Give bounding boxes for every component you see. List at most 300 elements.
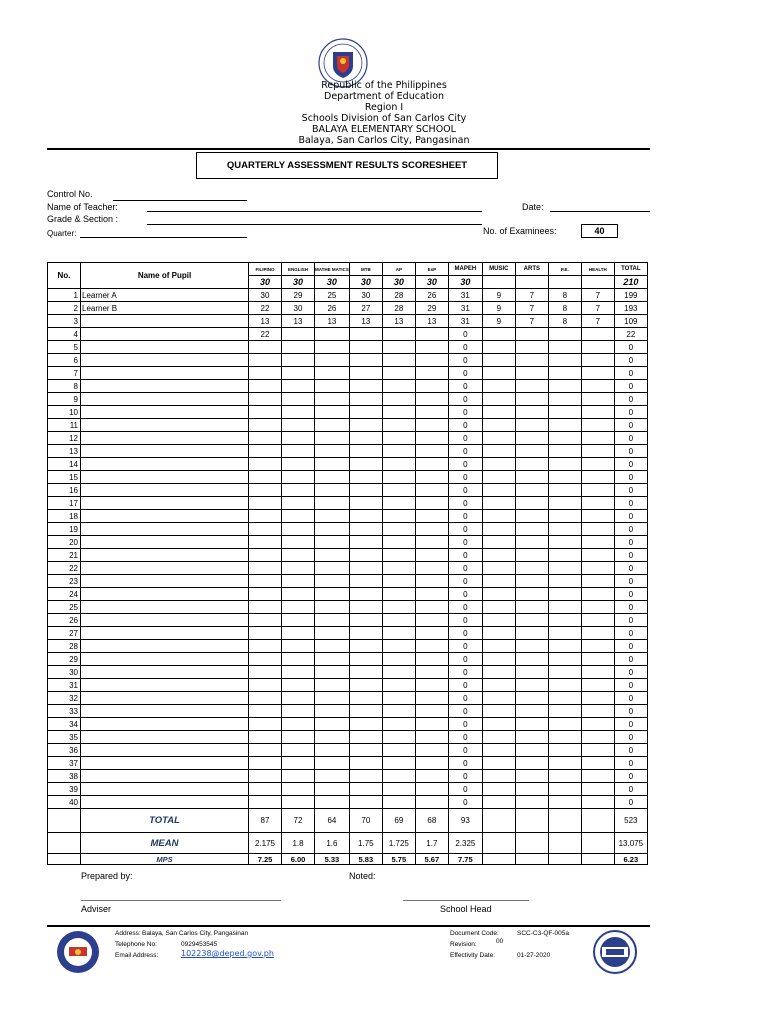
score-cell [482, 731, 515, 744]
score-cell [415, 705, 448, 718]
score-cell [548, 523, 581, 536]
noted-label: Noted: [349, 871, 376, 881]
score-cell: 9 [482, 289, 515, 302]
score-cell [249, 562, 282, 575]
row-number: 23 [48, 575, 81, 588]
score-cell [482, 705, 515, 718]
score-cell [548, 367, 581, 380]
score-cell [315, 757, 350, 770]
score-cell [581, 471, 614, 484]
score-cell: 0 [614, 419, 647, 432]
score-cell [249, 601, 282, 614]
row-number: 10 [48, 406, 81, 419]
score-cell [315, 601, 350, 614]
score-cell: 26 [415, 289, 448, 302]
score-cell [482, 562, 515, 575]
row-number: 28 [48, 640, 81, 653]
score-cell [349, 380, 382, 393]
score-cell: 0 [448, 627, 482, 640]
score-cell [548, 328, 581, 341]
score-cell [548, 419, 581, 432]
pupil-name [81, 354, 249, 367]
table-row [48, 406, 648, 419]
score-cell [249, 523, 282, 536]
pupil-name [81, 679, 249, 692]
score-cell [349, 575, 382, 588]
score-cell [382, 328, 415, 341]
header-line: Balaya, San Carlos City, Pangasinan [298, 135, 470, 146]
score-cell [349, 770, 382, 783]
score-cell [282, 523, 315, 536]
score-cell [249, 770, 282, 783]
score-cell [349, 354, 382, 367]
score-cell: 25 [315, 289, 350, 302]
score-cell [581, 653, 614, 666]
score-cell [548, 757, 581, 770]
score-cell [548, 653, 581, 666]
score-cell [249, 536, 282, 549]
score-cell [482, 575, 515, 588]
score-cell [349, 601, 382, 614]
pupil-name: Learner A [81, 289, 249, 302]
mean-row-value [515, 833, 548, 854]
score-cell [482, 523, 515, 536]
score-cell: 0 [448, 445, 482, 458]
score-cell [581, 419, 614, 432]
score-cell [482, 484, 515, 497]
pupil-name [81, 523, 249, 536]
score-cell [515, 731, 548, 744]
score-cell [315, 419, 350, 432]
score-cell [548, 432, 581, 445]
mps-row-value: 5.83 [349, 854, 382, 865]
score-cell [315, 393, 350, 406]
score-cell [382, 562, 415, 575]
header-line: Department of Education [324, 91, 444, 102]
teacher-label: Name of Teacher: [47, 202, 118, 212]
score-cell [315, 575, 350, 588]
score-cell [349, 653, 382, 666]
score-cell [349, 484, 382, 497]
row-number: 12 [48, 432, 81, 445]
score-cell [249, 731, 282, 744]
score-cell [349, 497, 382, 510]
score-cell [515, 653, 548, 666]
score-cell [548, 341, 581, 354]
score-cell: 0 [448, 536, 482, 549]
grade-section-field[interactable] [147, 224, 482, 225]
score-cell: 0 [614, 523, 647, 536]
score-cell [415, 692, 448, 705]
score-cell [282, 601, 315, 614]
score-cell [382, 471, 415, 484]
score-cell [315, 471, 350, 484]
score-cell [515, 796, 548, 809]
score-cell [282, 432, 315, 445]
total-row-label: TOTAL [81, 809, 249, 833]
score-cell: 0 [448, 757, 482, 770]
score-cell [349, 458, 382, 471]
summary-spacer [48, 833, 81, 854]
score-cell: 0 [614, 744, 647, 757]
score-cell [581, 536, 614, 549]
score-cell: 0 [614, 718, 647, 731]
header-line: BALAYA ELEMENTARY SCHOOL [312, 124, 456, 135]
score-cell [548, 380, 581, 393]
score-cell [315, 523, 350, 536]
score-cell [282, 354, 315, 367]
score-cell [349, 705, 382, 718]
score-cell [415, 510, 448, 523]
score-cell [282, 562, 315, 575]
score-cell [315, 367, 350, 380]
score-cell [349, 679, 382, 692]
score-cell [515, 744, 548, 757]
header-line: Republic of the Philippines [321, 80, 447, 91]
mean-row-value: 13.075 [614, 833, 647, 854]
score-cell: 0 [614, 380, 647, 393]
score-cell [415, 627, 448, 640]
row-number: 8 [48, 380, 81, 393]
score-cell [315, 783, 350, 796]
pupil-name [81, 783, 249, 796]
score-cell: 0 [448, 679, 482, 692]
score-cell: 0 [448, 692, 482, 705]
score-cell [581, 510, 614, 523]
total-row-value: 68 [415, 809, 448, 833]
score-cell [415, 614, 448, 627]
score-cell [548, 640, 581, 653]
score-cell [548, 562, 581, 575]
score-cell [349, 341, 382, 354]
score-cell [249, 367, 282, 380]
score-cell: 0 [448, 640, 482, 653]
score-cell [282, 367, 315, 380]
score-cell: 0 [448, 380, 482, 393]
table-row [48, 601, 648, 614]
score-cell: 0 [448, 744, 482, 757]
score-cell: 0 [614, 679, 647, 692]
score-cell: 0 [614, 601, 647, 614]
score-cell: 0 [614, 510, 647, 523]
score-cell [548, 666, 581, 679]
score-cell [548, 588, 581, 601]
score-cell: 0 [614, 705, 647, 718]
row-number: 15 [48, 471, 81, 484]
score-cell [382, 406, 415, 419]
score-cell [581, 705, 614, 718]
pupil-name [81, 510, 249, 523]
score-cell [415, 458, 448, 471]
score-cell: 13 [282, 315, 315, 328]
score-cell [415, 562, 448, 575]
score-cell: 28 [382, 302, 415, 315]
score-cell: 0 [614, 497, 647, 510]
score-cell [415, 471, 448, 484]
score-cell [382, 627, 415, 640]
pupil-name [81, 705, 249, 718]
score-cell: 7 [515, 289, 548, 302]
score-cell [515, 341, 548, 354]
score-cell [282, 653, 315, 666]
pupil-name [81, 419, 249, 432]
score-cell [282, 536, 315, 549]
score-cell [515, 549, 548, 562]
score-cell: 7 [581, 315, 614, 328]
phone-value: 0929453545 [181, 941, 218, 948]
score-cell [382, 614, 415, 627]
mean-row-value [482, 833, 515, 854]
score-cell: 0 [614, 588, 647, 601]
score-cell [249, 744, 282, 757]
score-cell [415, 549, 448, 562]
score-cell [282, 744, 315, 757]
pupil-name [81, 757, 249, 770]
score-cell [515, 510, 548, 523]
score-cell [349, 796, 382, 809]
quarter-field[interactable] [80, 237, 247, 238]
score-cell [482, 692, 515, 705]
score-cell [581, 757, 614, 770]
score-cell [382, 601, 415, 614]
pupil-name [81, 744, 249, 757]
score-cell [482, 406, 515, 419]
score-cell [315, 770, 350, 783]
score-cell [315, 445, 350, 458]
mps-row [48, 854, 648, 865]
score-cell [282, 757, 315, 770]
score-cell: 0 [448, 419, 482, 432]
score-cell: 0 [448, 432, 482, 445]
score-cell: 0 [614, 458, 647, 471]
score-cell [282, 614, 315, 627]
score-cell [581, 354, 614, 367]
score-cell [249, 588, 282, 601]
score-cell [349, 419, 382, 432]
score-cell [382, 393, 415, 406]
score-cell [315, 406, 350, 419]
score-cell [349, 731, 382, 744]
head-signature-line [403, 900, 529, 901]
table-row [48, 783, 648, 796]
score-cell: 28 [382, 289, 415, 302]
pupil-name [81, 653, 249, 666]
score-cell: 0 [448, 367, 482, 380]
score-cell [282, 497, 315, 510]
total-row-value [548, 809, 581, 833]
mps-row-value [515, 854, 548, 865]
score-cell [249, 705, 282, 718]
date-field[interactable] [550, 211, 650, 212]
header-divider [47, 148, 650, 150]
score-cell [581, 406, 614, 419]
score-cell: 0 [614, 341, 647, 354]
score-cell [581, 679, 614, 692]
score-cell [315, 432, 350, 445]
score-cell [415, 497, 448, 510]
certification-logo [584, 930, 646, 974]
score-cell [382, 653, 415, 666]
score-cell [581, 718, 614, 731]
score-cell [515, 406, 548, 419]
score-cell: 8 [548, 302, 581, 315]
score-cell [581, 523, 614, 536]
score-cell [249, 484, 282, 497]
score-cell [315, 380, 350, 393]
score-cell [515, 575, 548, 588]
table-row [48, 484, 648, 497]
school-head-label: School Head [440, 904, 492, 914]
score-cell [415, 666, 448, 679]
score-cell [382, 341, 415, 354]
grade-section-label: Grade & Section : [47, 214, 119, 224]
table-row [48, 666, 648, 679]
score-cell [415, 367, 448, 380]
mps-row-value [482, 854, 515, 865]
score-cell [515, 614, 548, 627]
item-count-cell [581, 276, 614, 289]
score-cell [482, 497, 515, 510]
row-number: 9 [48, 393, 81, 406]
table-row [48, 692, 648, 705]
pupil-name [81, 627, 249, 640]
subject-header: ARTS [515, 263, 548, 276]
score-cell [282, 445, 315, 458]
revision-label: Revision: [450, 941, 477, 948]
score-cell [249, 653, 282, 666]
item-count-cell: 30 [448, 276, 482, 289]
score-cell [382, 744, 415, 757]
email-link[interactable]: 102238@deped.gov.ph [181, 949, 274, 958]
score-cell: 0 [448, 562, 482, 575]
score-cell [349, 328, 382, 341]
table-row [48, 770, 648, 783]
score-cell [315, 588, 350, 601]
pupil-name [81, 380, 249, 393]
score-cell [415, 770, 448, 783]
examinees-label: No. of Examinees: [483, 226, 557, 236]
score-cell: 29 [282, 289, 315, 302]
score-cell [382, 367, 415, 380]
row-number: 18 [48, 510, 81, 523]
pupil-name [81, 341, 249, 354]
score-cell [581, 666, 614, 679]
score-cell [282, 627, 315, 640]
pupil-name [81, 770, 249, 783]
score-cell [515, 471, 548, 484]
score-cell [382, 796, 415, 809]
score-cell [249, 614, 282, 627]
adviser-label: Adviser [81, 904, 112, 914]
score-cell [349, 783, 382, 796]
score-cell [382, 783, 415, 796]
score-cell: 13 [415, 315, 448, 328]
score-cell [515, 393, 548, 406]
score-cell: 0 [614, 406, 647, 419]
score-cell [282, 783, 315, 796]
score-cell: 0 [448, 406, 482, 419]
control-no-field[interactable] [113, 200, 247, 201]
score-cell [548, 614, 581, 627]
score-cell: 0 [448, 354, 482, 367]
teacher-field[interactable] [147, 211, 482, 212]
score-cell [581, 549, 614, 562]
score-cell [249, 718, 282, 731]
score-cell: 0 [448, 549, 482, 562]
score-cell: 22 [249, 302, 282, 315]
table-row [48, 510, 648, 523]
score-cell: 0 [614, 653, 647, 666]
score-cell [548, 627, 581, 640]
score-cell [415, 653, 448, 666]
score-cell [515, 367, 548, 380]
subject-header: P.E. [548, 263, 581, 276]
score-cell [349, 523, 382, 536]
score-cell [548, 406, 581, 419]
item-count-cell: 30 [382, 276, 415, 289]
item-count-cell: 30 [415, 276, 448, 289]
adviser-signature-line [81, 900, 281, 901]
score-cell [349, 718, 382, 731]
item-count-cell: 30 [282, 276, 315, 289]
score-cell [315, 744, 350, 757]
score-cell [349, 471, 382, 484]
score-cell [349, 627, 382, 640]
score-cell: 31 [448, 315, 482, 328]
item-count-cell [515, 276, 548, 289]
row-number: 17 [48, 497, 81, 510]
pupil-name [81, 315, 249, 328]
prepared-by-label: Prepared by: [81, 871, 133, 881]
mean-row-value: 1.8 [282, 833, 315, 854]
row-number: 40 [48, 796, 81, 809]
table-row [48, 627, 648, 640]
score-cell [282, 731, 315, 744]
item-count-cell: 30 [349, 276, 382, 289]
score-cell [282, 406, 315, 419]
score-cell [282, 510, 315, 523]
score-cell [548, 731, 581, 744]
score-cell [249, 497, 282, 510]
mps-row-value: 5.75 [382, 854, 415, 865]
score-cell: 13 [382, 315, 415, 328]
score-cell: 31 [448, 289, 482, 302]
score-cell [482, 770, 515, 783]
score-cell: 9 [482, 315, 515, 328]
score-cell [482, 458, 515, 471]
table-row [48, 445, 648, 458]
score-cell [249, 432, 282, 445]
name-header: Name of Pupil [81, 263, 249, 289]
score-cell [315, 614, 350, 627]
score-cell [515, 783, 548, 796]
score-cell [482, 328, 515, 341]
score-cell: 0 [448, 328, 482, 341]
header-line: Region I [364, 102, 404, 113]
mean-row-label: MEAN [81, 833, 249, 854]
score-cell: 29 [415, 302, 448, 315]
score-cell [249, 341, 282, 354]
score-cell [548, 744, 581, 757]
score-cell: 0 [614, 354, 647, 367]
score-cell [548, 510, 581, 523]
row-number: 6 [48, 354, 81, 367]
score-cell [382, 419, 415, 432]
score-cell [415, 328, 448, 341]
pupil-name [81, 718, 249, 731]
summary-spacer [48, 809, 81, 833]
score-cell [315, 653, 350, 666]
